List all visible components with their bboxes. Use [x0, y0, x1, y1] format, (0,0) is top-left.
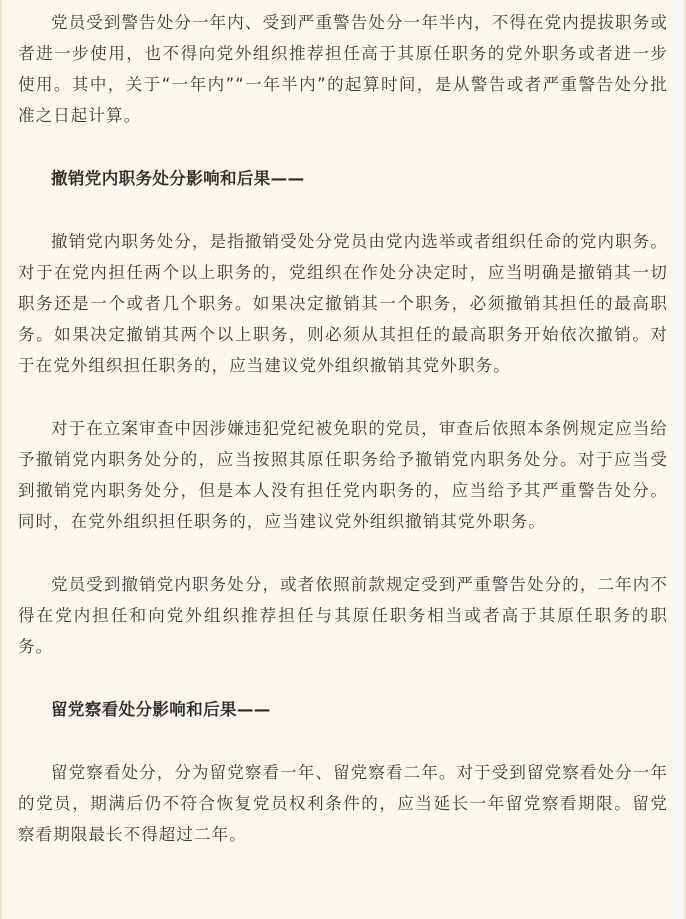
section-heading-probation: 留党察看处分影响和后果——: [51, 700, 271, 719]
paragraph-removal-investigation: 对于在立案审查中因涉嫌违犯党纪被免职的党员，审查后依照本条例规定应当给予撤销党内职务处分的，应当按照其原任职务给予撤销党内职务处分。对于应当受到撤销党内职务处分，但是本人没有担任党内职务的，应当给予其严重警告处分。同时，在党外组织担任职务的，应当建议党外组织撤销其党外职务。: [18, 419, 668, 531]
paragraph-warning-consequences: 党员受到警告处分一年内、受到严重警告处分一年半内，不得在党内提拔职务或者进一步使用，也不得向党外组织推荐担任高于其原任职务的党外职务或者进一步使用。其中，关于“一年内”“一年半内”的起算时间，是从警告或者严重警告处分批准之日起计算。: [18, 13, 668, 125]
paragraph-removal-restrictions: 党员受到撤销党内职务处分，或者依照前款规定受到严重警告处分的，二年内不得在党内担任和向党外组织推荐担任与其原任职务相当或者高于其原任职务的职务。: [18, 575, 668, 656]
paragraph-spacer: [18, 537, 668, 569]
paragraph-spacer: [18, 662, 668, 694]
paragraph-probation-definition: 留党察看处分，分为留党察看一年、留党察看二年。对于受到留党察看处分一年的党员，期满后仍不符合恢复党员权利条件的，应当延长一年留党察看期限。留党察看期限最长不得超过二年。: [18, 763, 668, 844]
paragraph-spacer: [18, 381, 668, 413]
paragraph-spacer: [18, 194, 668, 226]
section-heading-removal: 撤销党内职务处分影响和后果——: [51, 169, 305, 188]
paragraph-spacer: [18, 131, 668, 163]
paragraph-removal-definition: 撤销党内职务处分，是指撤销受处分党员由党内选举或者组织任命的党内职务。对于在党内担任两个以上职务的，党组织在作处分决定时，应当明确是撤销其一切职务还是一个或者几个职务。如果决定撤销其一个职务，必须撤销其担任的最高职务。如果决定撤销其两个以上职务，则必须从其担任的最高职务开始依次撤销。对于在党外组织担任职务的，应当建议党外组织撤销其党外职务。: [18, 232, 668, 375]
paragraph-spacer: [18, 725, 668, 757]
